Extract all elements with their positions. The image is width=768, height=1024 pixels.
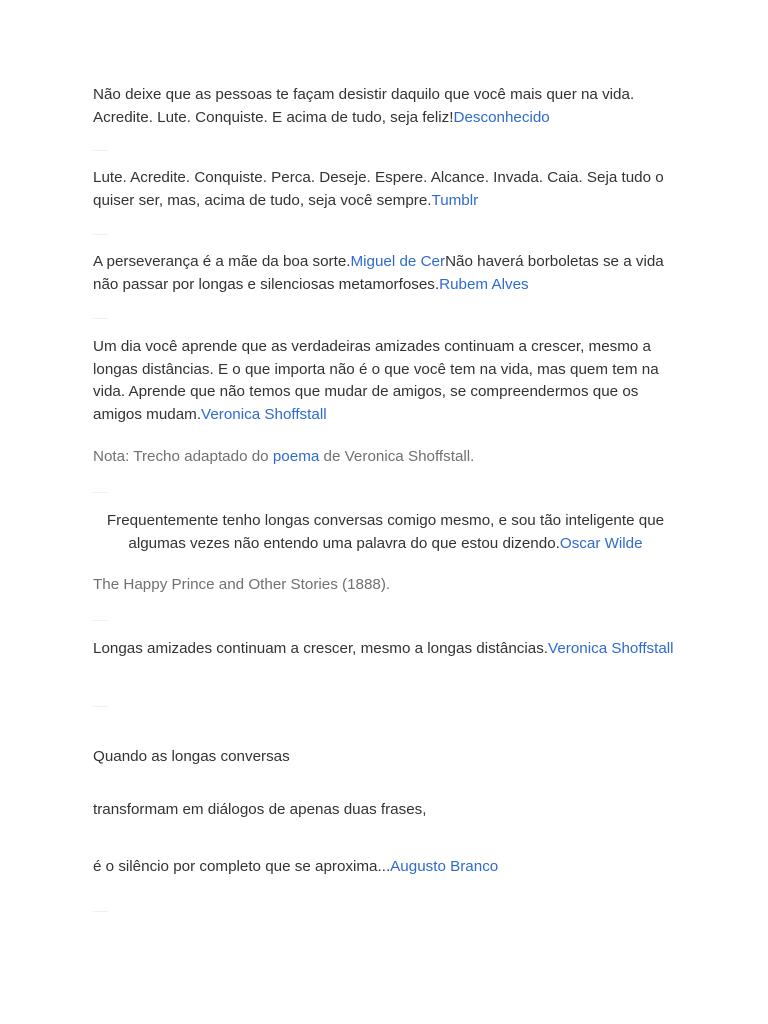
author-link[interactable]: Miguel de Cer: [350, 253, 446, 270]
quote-6: [93, 638, 678, 661]
author-link[interactable]: Desconhecido: [453, 108, 550, 126]
separator-caption: —————: [93, 316, 108, 320]
author-link[interactable]: Veronica Shoffstall: [548, 640, 674, 657]
quote-text: A perseverança é a mãe da boa sorte.: [93, 253, 351, 270]
separator-caption: —————: [93, 704, 108, 708]
quote-note: [93, 446, 678, 469]
separator-caption: —————: [93, 909, 108, 913]
author-link[interactable]: Tumblr: [431, 191, 479, 209]
author-link[interactable]: Augusto Branco: [390, 858, 499, 875]
author-link[interactable]: Oscar Wilde: [559, 534, 643, 552]
quote-7-line-3: [93, 856, 678, 879]
separator-caption: —————: [93, 490, 108, 494]
quote-3: [93, 251, 678, 296]
note-text: Nota: Trecho adaptado do: [93, 448, 273, 465]
quote-7-line-1: Quando as longas conversas: [93, 748, 290, 765]
author-link[interactable]: Veronica Shoffstall: [201, 405, 327, 423]
quote-2: [93, 167, 678, 212]
note-text: de Veronica Shoffstall.: [319, 448, 475, 465]
quote-7-line-2: transformam em diálogos de apenas duas frases,: [93, 801, 427, 818]
separator-caption: —————: [93, 618, 108, 622]
poem-link[interactable]: poema: [272, 448, 320, 465]
quote-text: Não deixe que as pessoas te façam desistir daquilo que você mais quer na vida. Acredite. Lute. Conquiste. E acima de tudo, seja feliz!: [93, 86, 635, 126]
separator-caption: —————: [93, 148, 108, 152]
quote-text: Longas amizades continuam a crescer, mesmo a longas distâncias.: [93, 640, 549, 657]
quote-text: Frequentemente tenho longas conversas comigo mesmo, e sou tão inteligente que algumas vezes não entendo uma palavra do que estou dizendo.: [106, 512, 665, 552]
quote-text: Lute. Acredite. Conquiste. Perca. Deseje. Espere. Alcance. Invada. Caia. Seja tudo o quiser ser, mas, acima de tudo, seja você sempre.: [93, 169, 664, 209]
quote-text: Não haverá borboletas se a vida não passar por longas e silenciosas metamorfoses.: [93, 253, 664, 293]
quote-source: The Happy Prince and Other Stories (1888).: [93, 576, 391, 593]
quote-text: é o silêncio por completo que se aproxima...: [93, 858, 391, 875]
quote-4: [93, 336, 678, 426]
quote-5: [93, 510, 678, 555]
quote-text: Um dia você aprende que as verdadeiras amizades continuam a crescer, mesmo a longas distâncias. E o que importa não é o que você tem na vida, mas quem tem na vida. Aprende que não temos que mudar de amigos, se compreendermos que os amigos mudam.: [93, 338, 659, 423]
quote-1: [93, 84, 678, 129]
separator-caption: —————: [93, 232, 108, 236]
author-link[interactable]: Rubem Alves: [439, 275, 529, 293]
